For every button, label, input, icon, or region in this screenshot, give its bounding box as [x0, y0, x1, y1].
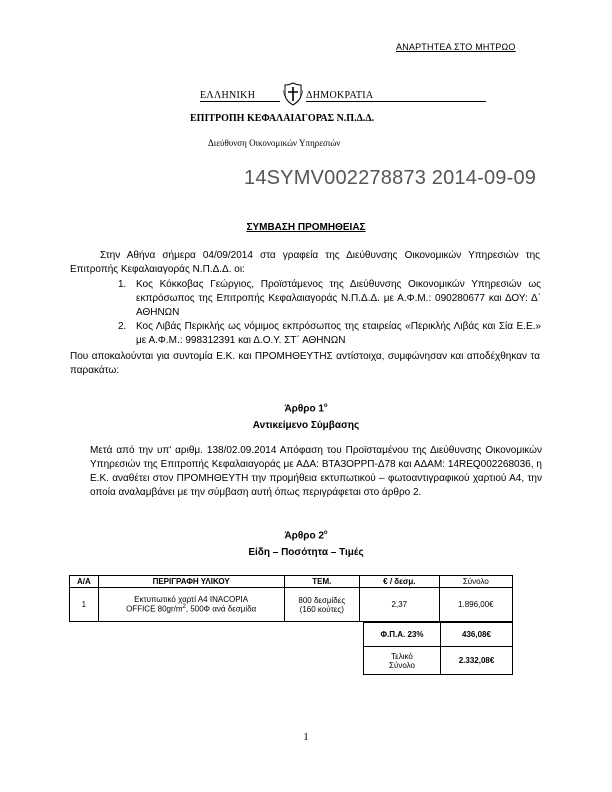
cell-description: Εκτυπωτικό χαρτί Α4 INACOPIA OFFICE $80gr/m^2$, 500Φ ανά δεσμίδα — [98, 588, 284, 622]
party-text: Κος Λιβάς Περικλής ως νόμιμος εκπρόσωπος της εταιρείας «Περικλής Λιβάς και Σία Ε.Ε.» με Α.Φ.Μ.: 998312391 και Δ.Ο.Υ. ΣΤ΄ ΑΘΗΝΩΝ — [136, 321, 541, 346]
article-2-heading: Άρθρο $2^o$ — [284, 530, 328, 542]
directorate-name: Διεύθυνση Οικονομικών Υπηρεσιών — [208, 138, 341, 148]
republic-left-word: ΕΛΛΗΝΙΚΗ — [200, 90, 280, 102]
coat-of-arms-icon — [283, 82, 303, 106]
cell-total: 1.896,00€ — [439, 588, 512, 622]
col-unit-price: € / δεσμ. — [360, 576, 440, 588]
items-table — [69, 575, 513, 622]
intro-paragraph: Στην Αθήνα σήμερα 04/09/2014 στα γραφεία της Διεύθυνσης Οικονομικών Υπηρεσιών της Επιτροπής Κεφαλαιαγοράς Ν.Π.Δ.Δ. οι: — [70, 250, 540, 275]
publication-note: ΑΝΑΡΤΗΤΕΑ ΣΤΟ ΜΗΤΡΩΟ — [396, 42, 516, 52]
final-total-row — [364, 647, 513, 675]
final-total-value: 2.332,08€ — [441, 647, 513, 675]
cell-unit-price: 2,37 — [360, 588, 440, 622]
table-header-row — [70, 576, 513, 588]
col-aa: Α/Α — [70, 576, 99, 588]
totals-table — [363, 622, 513, 675]
vat-label: Φ.Π.Α. 23% — [364, 623, 441, 647]
contract-title: ΣΥΜΒΑΣΗ ΠΡΟΜΗΘΕΙΑΣ — [246, 222, 366, 233]
table-row — [70, 588, 513, 622]
agreement-paragraph: Που αποκαλούνται για συντομία Ε.Κ. και ΠΡΟΜΗΘΕΥΤΗΣ αντίστοιχα, συμφώνησαν και αποδέχθηκαν τα παρακάτω: — [70, 351, 540, 376]
vat-value: 436,08€ — [441, 623, 513, 647]
republic-right-word: ΔΗΜΟΚΡΑΤΙΑ — [306, 90, 486, 102]
party-number: 1. — [118, 279, 127, 290]
article-1-subtitle: Αντικείμενο Σύμβασης — [252, 420, 360, 431]
party-number: 2. — [118, 321, 127, 332]
article-1-text: Μετά από την υπ' αριθμ. 138/02.09.2014 Απόφαση του Προϊσταμένου της Διεύθυνσης Οικονομικών Υπηρεσιών της Επιτροπής Κεφαλαιαγοράς με ΑΔΑ: ΒΤΑ3ΟΡΡΠ-Δ78 και ΑΔΑΜ: 14REQ002268036, η Ε.Κ. αναθέτει στον ΠΡΟΜΗΘΕΥΤΗ την προμήθεια εκτυπωτικού – φωτοαντιγραφικού χαρτιού Α4, την οποία αναλαμβάνει με την σύμβαση αυτή όπως περιγράφεται στο άρθρο 2. — [90, 445, 542, 498]
article-1-ordinal: ο — [323, 403, 328, 409]
party-text: Κος Κόκκοβας Γεώργιος, Προϊστάμενος της Διεύθυνσης Οικονομικών Υπηρεσιών ως εκπρόσωπος της Επιτροπής Κεφαλαιαγοράς Ν.Π.Δ.Δ. με Α.Φ.Μ.: 090280677 και ΔΟΥ: Δ΄ ΑΘΗΝΩΝ — [136, 279, 541, 318]
col-quantity: ΤΕΜ. — [284, 576, 359, 588]
article-2-ordinal: ο — [323, 530, 328, 536]
cell-quantity: 800 δεσμίδες (160 κούτες) — [284, 588, 359, 622]
document-id: 14SYMV002278873 2014-09-09 — [244, 167, 537, 189]
page-number: 1 — [303, 731, 309, 743]
vat-row — [364, 623, 513, 647]
committee-name: ΕΠΙΤΡΟΠΗ ΚΕΦΑΛΑΙΑΓΟΡΑΣ Ν.Π.Δ.Δ. — [190, 113, 375, 124]
article-1-heading: Άρθρο $1^o$ — [284, 403, 328, 415]
final-total-label: Τελικό Σύνολο — [364, 647, 441, 675]
col-total: Σύνολο — [439, 576, 512, 588]
cell-aa: 1 — [70, 588, 99, 622]
article-2-subtitle: Είδη – Ποσότητα – Τιμές — [248, 547, 364, 558]
party-item — [118, 320, 541, 348]
party-item — [118, 278, 541, 320]
col-description: ΠΕΡΙΓΡΑΦΗ ΥΛΙΚΟΥ — [98, 576, 284, 588]
